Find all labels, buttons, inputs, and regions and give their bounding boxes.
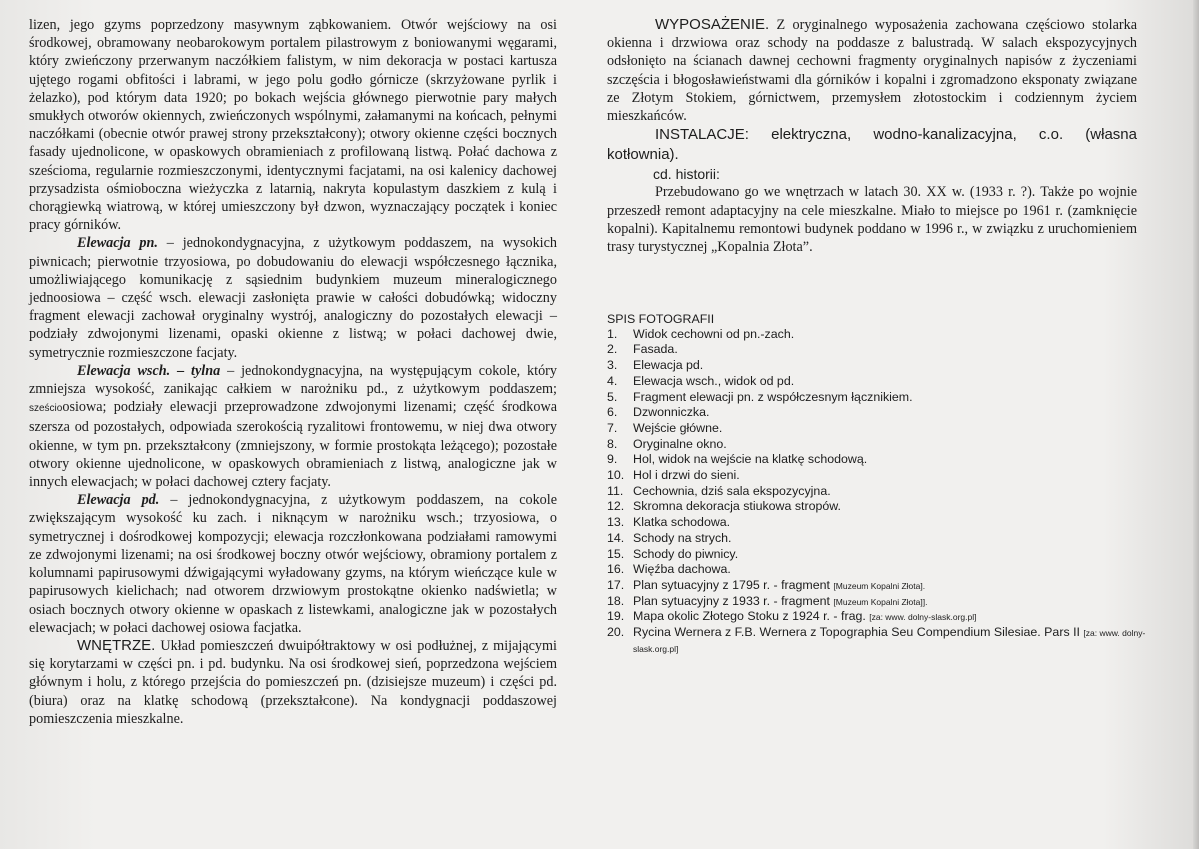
photo-list-number: 2.: [607, 342, 618, 357]
photo-caption: Więźba dachowa.: [633, 562, 731, 577]
photo-list-number: 14.: [607, 530, 625, 545]
dash: –: [159, 492, 189, 509]
photo-list-item: [607, 358, 1147, 374]
photo-list-item: [607, 437, 1147, 453]
text-wyposazenie: Z oryginalnego wyposażenia zachowana częściowo stolarka okienna i drzwiowa oraz schody na poddasze z balustradą. W salach ekspozycyjnych odsłonięto na ścianach dawnej cechowni fragmenty oryginalnych napisów z życzeniami szczęścia i błogosławieństwami dla górników i kopalni i zgromadzono eksponaty związane ze Złotym Stokiem, górnictwem, przemysłem złotostockim i codziennym życiem mieszkańców.: [607, 17, 1137, 125]
photo-caption: Skromna dekoracja stiukowa stropów.: [633, 499, 841, 514]
photo-list-item: [607, 562, 1147, 578]
photo-list-number: 10.: [607, 468, 625, 483]
photo-list-item: [607, 468, 1147, 484]
right-column: [607, 16, 1137, 256]
paragraph-elewacja-pd: [29, 491, 557, 637]
photo-list-text: [633, 515, 1147, 531]
text-elewacja-wsch-b: osiowa; podziały elewacji przeprowadzone zdwojonymi lizenami; część środkowa szersza od pozostałych, odpowiada szerokością ryzalitowi frontowemu, w niej dwa otwory okienne, w tym pn. przekształcony (zmniejszony, w formie prostokąta leżącego); pozostałe otwory okienne ujednolicone, w opaskowych obramieniach z listwą, analogiczne jak w innych elewacjach; w połaci dachowej cztery facjaty.: [29, 399, 557, 491]
photo-caption: Dzwonniczka.: [633, 405, 710, 420]
photo-list-number: 6.: [607, 405, 618, 420]
photo-caption: Klatka schodowa.: [633, 515, 731, 530]
text-elewacja-pd: jednokondygnacyjna, z użytkowym poddaszem, na cokole zwiększającym wysokość ku zach. i niknącym w narożniku wsch.; trzyosiowa, o symetrycznej i dośrodkowej kompozycji; elewacja rozczłonkowana podziałami ramowymi ze zdwojonymi lizenami; na osi środkowej boczny otwór wejściowy, obramiony portalem z kolumnami papirusowymi dźwigającymi wyładowany gzyms, na którym wieńczące kule w papirusowych kielichach; nad otworem drzwiowym prostokątne okienko nadświetla; w osiach bocznych otwory okienne w opaskach z listewkami, analogiczne jak w pozostałych elewacjach; w połaci dachowej osiowa facjatka.: [29, 492, 558, 636]
photo-source: [Muzeum Kopalni Złota].: [833, 580, 926, 591]
photo-list-number: 15.: [607, 546, 625, 561]
photo-list-text: [633, 484, 1147, 500]
photo-caption: Schody do piwnicy.: [633, 546, 739, 561]
photo-list-number: 4.: [607, 373, 618, 388]
paragraph-elewacja-wsch: [29, 362, 557, 491]
photo-caption: Plan sytuacyjny z 1933 r. - fragment: [633, 593, 834, 608]
photo-list-number: 9.: [607, 452, 618, 467]
photo-caption: Wejście główne.: [633, 420, 723, 435]
photo-list-number: 19.: [607, 609, 625, 624]
photo-list-title: SPIS FOTOGRAFII: [607, 312, 715, 326]
photo-caption: Mapa okolic Złotego Stoku z 1924 r. - frag.: [633, 609, 870, 624]
photo-caption: Fasada.: [633, 342, 678, 357]
photo-list-items: [607, 327, 1147, 657]
photo-list-text: [633, 452, 1147, 468]
photo-caption: Hol i drzwi do sieni.: [633, 468, 740, 483]
photo-source: [Muzeum Kopalni Złota]].: [833, 596, 928, 607]
photo-list-item: [607, 499, 1147, 515]
photo-list-item: [607, 547, 1147, 563]
photo-list-item: [607, 390, 1147, 406]
photo-list-number: 18.: [607, 593, 625, 608]
photo-list-number: 3.: [607, 358, 618, 373]
photo-list-number: 13.: [607, 515, 625, 530]
photo-list-text: [633, 358, 1147, 374]
photo-list-text: [633, 547, 1147, 563]
photo-list-number: 11.: [607, 483, 624, 498]
photo-list-item: [607, 625, 1147, 656]
paragraph-cd-historii: Przebudowano go we wnętrzach w latach 30. XX w. (1933 r. ?). Także po wojnie przeszedł remont adaptacyjny na cele mieszkalne. Miało to miejsce po 1961 r. (zamknięcie kopalni). Kapitalnemu remontowi budynek poddano w 1996 r., w związku z uruchomieniem trasy turystycznej „Kopalnia Złota”.: [607, 184, 1137, 256]
dash: –: [157, 235, 183, 252]
photo-list-text: [633, 578, 1147, 594]
photo-list-text: [633, 342, 1147, 358]
photo-list-item: [607, 594, 1147, 610]
photo-caption: Widok cechowni od pn.-zach.: [633, 326, 795, 341]
photo-caption: Fragment elewacji pn. z współczesnym łącznikiem.: [633, 389, 913, 404]
photo-list-number: 1.: [607, 326, 618, 341]
photo-caption: Cechownia, dziś sala ekspozycyjna.: [633, 483, 831, 498]
dash: –: [220, 362, 242, 379]
photo-list-item: [607, 342, 1147, 358]
heading-elewacja-pd: Elewacja pd.: [77, 492, 160, 509]
paragraph-wyposazenie: [607, 16, 1137, 125]
photo-caption: Hol, widok na wejście na klatkę schodową.: [633, 452, 868, 467]
photo-caption: Elewacja pd.: [633, 358, 704, 373]
heading-cd-historii: cd. historii:: [653, 166, 720, 183]
photo-list-item: [607, 421, 1147, 437]
photo-list-text: [633, 421, 1147, 437]
photo-list-number: 8.: [607, 436, 618, 451]
text-elewacja-wsch-correction: sześcio: [29, 403, 63, 415]
paragraph-fasada: lizen, jego gzyms poprzedzony masywnym ząbkowaniem. Otwór wejściowy na osi środkowej, obramowany neobarokowym portalem pilastrowym z boniowanymi węgarami, który zwieńczony przerwanym naczółkiem falistym, w nim dekoracja w postaci kartusza ujętego rogami obfitości i labrami, w jego polu godło górnicze (skrzyżowane pyrlik i żelazko), pod którym data 1920; po bokach wejścia głównego pierwotnie pary małych smukłych otworów okiennych, zwieńczonych wspólnymi, załamanymi na końcach, pełnymi naczółkami (obecnie otwór prawej strony przekształcony); otwory okienne części bocznych fasady ujednolicone, w opaskowych obramieniach z profilowaną listwą. Połać dachowa z sześcioma, regularnie rozmieszczonymi, identycznymi facjatami, na osi kalenicy dachowej przysadzista ośmioboczna wieżyczka z latarnią, nakryta kopulastym daszkiem z kulą i chorągiewką wiatrową, w której umieszczony był dzwon, wyznaczający początek i koniec pracy górników.: [29, 17, 557, 234]
heading-elewacja-pn: Elewacja pn.: [77, 235, 158, 252]
text-elewacja-pn: jednokondygnacyjna, z użytkowym poddaszem, na wysokich piwnicach; pierwotnie trzyosiowa, po dobudowaniu do elewacji współczesnego łącznika, umożliwiającego komunikację z sąsiednim budynkiem muzeum mineralogicznego jednoosiowa – część wsch. elewacji zasłonięta prawie w całości dobudówką; widoczny fragment elewacji zachował oryginalny wystrój, analogiczny do pozostałych elewacji – podziały zdwojonymi lizenami, opaski okienne z listwą; w połaci dachowej dwie, symetrycznie rozmieszczone facjaty.: [29, 235, 558, 361]
photo-list-text: [633, 594, 1147, 610]
paper-edge: [1193, 0, 1199, 849]
photo-list-number: 12.: [607, 499, 625, 514]
photo-list-item: [607, 484, 1147, 500]
photo-list-item: [607, 531, 1147, 547]
heading-elewacja-wsch: Elewacja wsch. – tylna: [77, 362, 221, 379]
photo-list-text: [633, 437, 1147, 453]
paragraph-wnetrze: [29, 637, 557, 728]
photo-caption: Rycina Wernera z F.B. Wernera z Topographia Seu Compendium Silesiae. Pars II: [633, 625, 1084, 640]
paragraph-elewacja-pn: [29, 234, 557, 361]
photo-list-text: [633, 468, 1147, 484]
text-elewacja-wsch-a: jednokondygnacyjna, na występującym cokole, który zmniejsza wysokość, zanikając całkiem w narożniku pd., z użytkowym poddaszem;: [29, 362, 557, 398]
photo-source: [za: www. dolny-slask.org.pl]: [633, 628, 1146, 654]
photo-list-number: 20.: [607, 625, 625, 640]
photo-list-item: [607, 452, 1147, 468]
photo-list-text: [633, 625, 1147, 656]
text-wnetrze: Układ pomieszczeń dwuipółtraktowy w osi podłużnej, z mijającymi się korytarzami w części pn. i pd. budynku. Na osi środkowej sień, poprzedzona wejściem głównym i holu, z którego przejścia do pomieszczeń pn. (dzisiejsze muzeum) i części pd. (biura) oraz na klatkę schodową (przekształcone). Na kondygnacji poddaszowej pomieszczenia mieszkalne.: [29, 637, 557, 727]
photo-list: [607, 312, 1147, 656]
heading-wyposazenie: WYPOSAŻENIE.: [655, 16, 770, 33]
photo-caption: Schody na strych.: [633, 530, 732, 545]
photo-list-text: [633, 531, 1147, 547]
photo-list-text: [633, 499, 1147, 515]
photo-list-text: [633, 390, 1147, 406]
photo-list-number: 17.: [607, 577, 625, 592]
photo-list-text: [633, 374, 1147, 390]
left-column: [29, 16, 557, 728]
photo-list-text: [633, 327, 1147, 343]
photo-list-number: 7.: [607, 420, 618, 435]
photo-list-item: [607, 374, 1147, 390]
photo-caption: Elewacja wsch., widok od pd.: [633, 373, 795, 388]
photo-list-item: [607, 405, 1147, 421]
photo-caption: Oryginalne okno.: [633, 436, 727, 451]
photo-list-number: 5.: [607, 389, 618, 404]
photo-list-text: [633, 405, 1147, 421]
photo-list-text: [633, 562, 1147, 578]
photo-list-item: [607, 327, 1147, 343]
photo-source: [za: www. dolny-slask.org.pl]: [869, 612, 977, 623]
photo-caption: Plan sytuacyjny z 1795 r. - fragment: [633, 577, 834, 592]
photo-list-text: [633, 609, 1147, 625]
photo-list-item: [607, 515, 1147, 531]
photo-list-number: 16.: [607, 562, 625, 577]
photo-list-item: [607, 609, 1147, 625]
heading-wnetrze: WNĘTRZE.: [77, 636, 156, 654]
paragraph-instalacje: INSTALACJE: elektryczna, wodno-kanalizacyjna, c.o. (własna kotłownia).: [607, 126, 1137, 164]
photo-list-item: [607, 578, 1147, 594]
